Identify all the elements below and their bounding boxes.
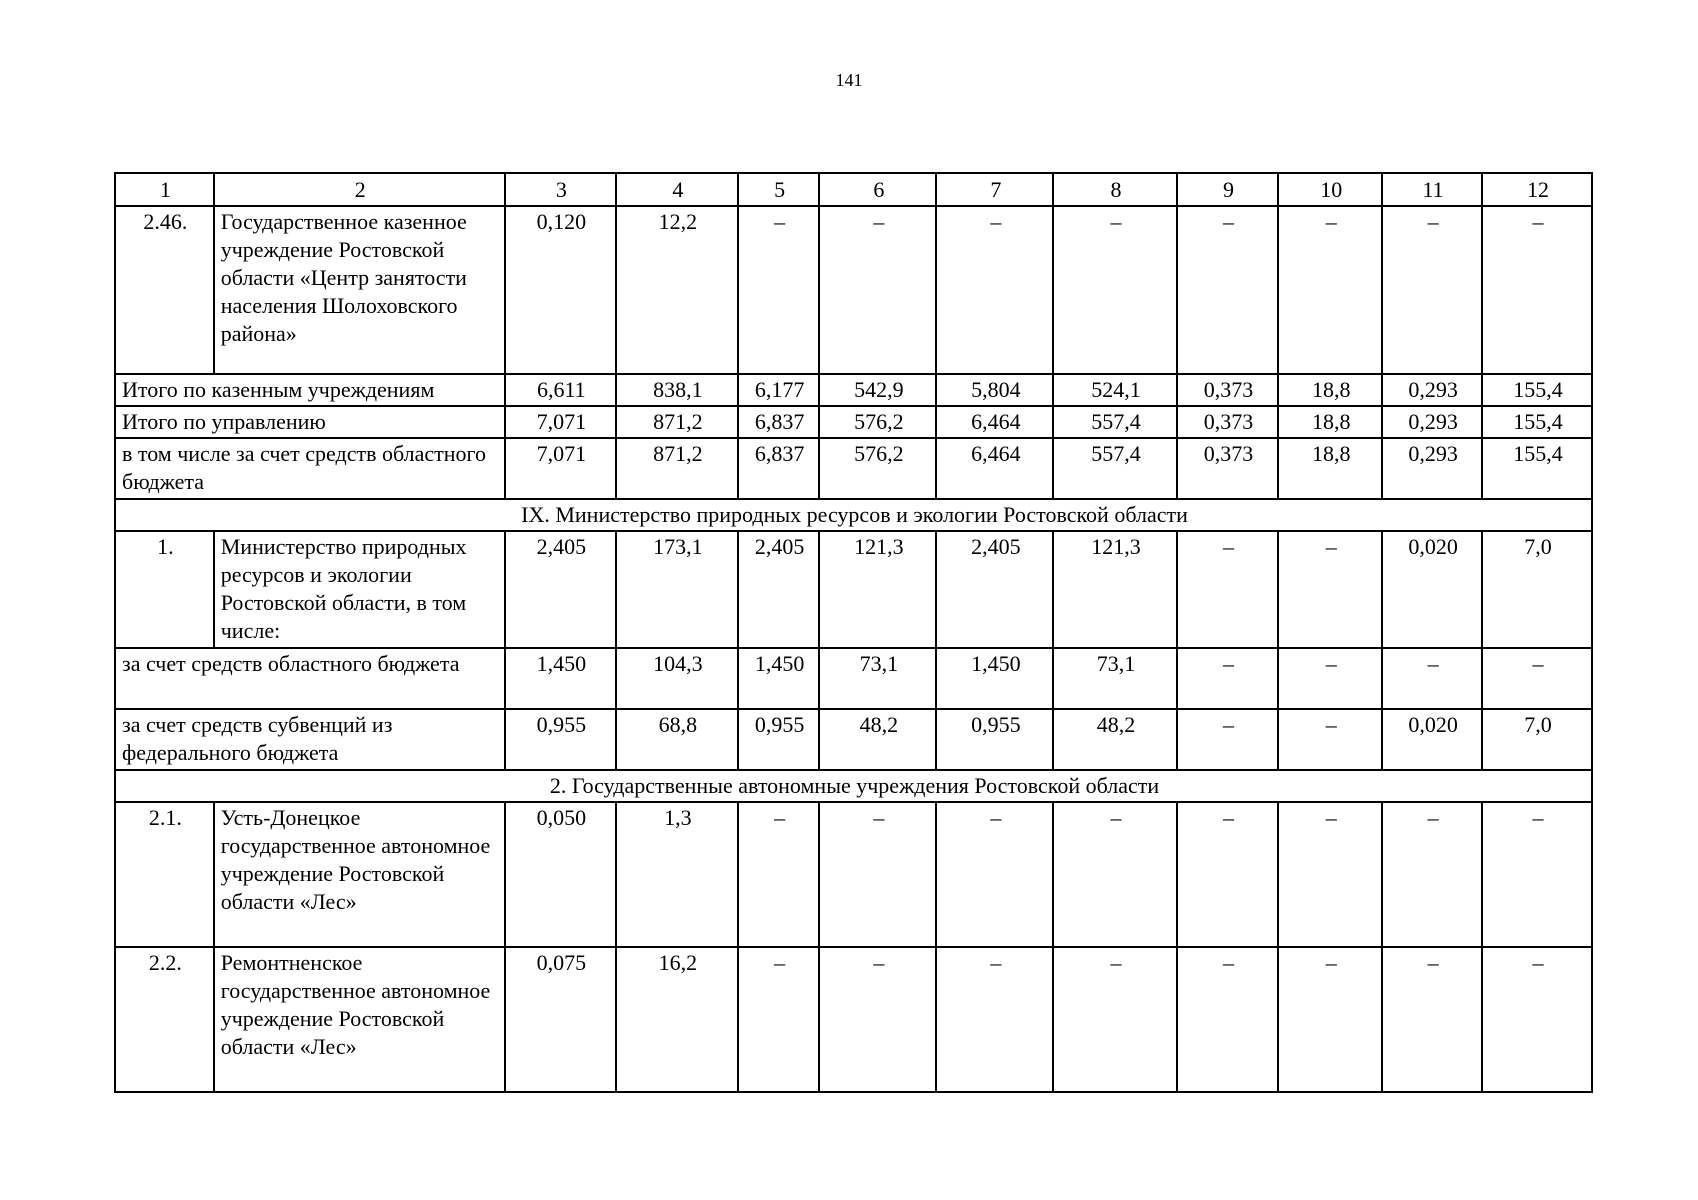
table-cell: 121,3 (1053, 531, 1176, 648)
table-cell: 7,071 (505, 406, 616, 438)
table-cell: 173,1 (616, 531, 738, 648)
institution-name: Усть-Донецкое государственное автономное учреждение Ростовской области «Лес» (214, 802, 505, 947)
table-cell: – (1382, 648, 1482, 709)
table-cell: 0,955 (936, 709, 1053, 770)
table-row (115, 802, 1592, 947)
row-number: 2.2. (115, 947, 214, 1092)
table-cell: 1,450 (505, 648, 616, 709)
table-cell: 871,2 (616, 406, 738, 438)
table-cell: 2,405 (738, 531, 819, 648)
column-header: 3 (505, 173, 616, 206)
table-cell: 2,405 (936, 531, 1053, 648)
table-cell: 0,075 (505, 947, 616, 1092)
institution-name: Государственное казенное учреждение Ростовской области «Центр занятости населения Шолоховского района» (214, 206, 505, 374)
page-number: 141 (835, 70, 863, 90)
table-cell: – (819, 802, 936, 947)
table-cell: 6,837 (738, 406, 819, 438)
table-cell: 7,0 (1482, 709, 1592, 770)
total-row (115, 374, 1592, 406)
table-cell: 16,2 (616, 947, 738, 1092)
table-cell: 0,020 (1382, 709, 1482, 770)
table-cell: 6,464 (936, 438, 1053, 499)
table-cell: 7,071 (505, 438, 616, 499)
total-row (115, 438, 1592, 499)
table-cell: 5,804 (936, 374, 1053, 406)
institution-name: Министерство природных ресурсов и экологии Ростовской области, в том числе: (214, 531, 505, 648)
column-header: 4 (616, 173, 738, 206)
table-cell: 18,8 (1278, 438, 1382, 499)
budget-table (114, 172, 1593, 1093)
total-label: за счет средств субвенций из федерального бюджета (115, 709, 505, 770)
section-row (115, 499, 1592, 531)
table-cell: 18,8 (1278, 406, 1382, 438)
table-cell: 0,293 (1382, 438, 1482, 499)
table-cell: 155,4 (1482, 406, 1592, 438)
column-header: 1 (115, 173, 214, 206)
section-heading: 2. Государственные автономные учреждения Ростовской области (115, 770, 1592, 802)
table-cell: 542,9 (819, 374, 936, 406)
table-cell: 68,8 (616, 709, 738, 770)
table-cell: 0,293 (1382, 406, 1482, 438)
table-row (115, 531, 1592, 648)
section-row (115, 770, 1592, 802)
table-cell: 2,405 (505, 531, 616, 648)
table-cell: 7,0 (1482, 531, 1592, 648)
table-cell: – (936, 802, 1053, 947)
column-header: 5 (738, 173, 819, 206)
institution-name: Ремонтненское государственное автономное учреждение Ростовской области «Лес» (214, 947, 505, 1092)
column-header: 2 (214, 173, 505, 206)
table-cell: 155,4 (1482, 374, 1592, 406)
table-cell: – (936, 947, 1053, 1092)
table-row (115, 206, 1592, 374)
table-cell: 6,464 (936, 406, 1053, 438)
table-cell: – (936, 206, 1053, 374)
total-label: за счет средств областного бюджета (115, 648, 505, 709)
table-cell: – (1177, 648, 1279, 709)
table-cell: 6,837 (738, 438, 819, 499)
table-cell: 524,1 (1053, 374, 1176, 406)
table-cell: – (1382, 802, 1482, 947)
table-cell: 838,1 (616, 374, 738, 406)
table-cell: – (1053, 947, 1176, 1092)
table-cell: – (1382, 947, 1482, 1092)
table-cell: – (1482, 206, 1592, 374)
table-cell: – (1177, 206, 1279, 374)
table-cell: 576,2 (819, 438, 936, 499)
table-cell: – (1278, 802, 1382, 947)
table-cell: 0,955 (505, 709, 616, 770)
table-cell: – (1482, 648, 1592, 709)
table-cell: 0,120 (505, 206, 616, 374)
table-cell: – (738, 947, 819, 1092)
table-cell: 0,373 (1177, 406, 1279, 438)
table-row (115, 947, 1592, 1092)
table-cell: 155,4 (1482, 438, 1592, 499)
column-header: 11 (1382, 173, 1482, 206)
table-cell: – (1278, 709, 1382, 770)
table-cell: 6,177 (738, 374, 819, 406)
table-header-row (115, 173, 1592, 206)
table-cell: – (1278, 206, 1382, 374)
total-label: Итого по казенным учреждениям (115, 374, 505, 406)
table-cell: 48,2 (1053, 709, 1176, 770)
table-cell: – (1053, 206, 1176, 374)
table-cell: – (1278, 531, 1382, 648)
column-header: 9 (1177, 173, 1279, 206)
table-cell: 121,3 (819, 531, 936, 648)
table-cell: 576,2 (819, 406, 936, 438)
table-cell: 104,3 (616, 648, 738, 709)
table-cell: – (1278, 947, 1382, 1092)
column-header: 10 (1278, 173, 1382, 206)
table-cell: – (738, 802, 819, 947)
table-cell: 557,4 (1053, 438, 1176, 499)
table-cell: – (1053, 802, 1176, 947)
row-number: 1. (115, 531, 214, 648)
total-label: в том числе за счет средств областного бюджета (115, 438, 505, 499)
table-cell: 1,450 (936, 648, 1053, 709)
table-cell: 0,955 (738, 709, 819, 770)
table-cell: 73,1 (1053, 648, 1176, 709)
table-cell: 1,3 (616, 802, 738, 947)
total-row (115, 709, 1592, 770)
table-cell: – (1177, 947, 1279, 1092)
row-number: 2.1. (115, 802, 214, 947)
column-header: 6 (819, 173, 936, 206)
column-header: 7 (936, 173, 1053, 206)
table-cell: 0,373 (1177, 438, 1279, 499)
table-cell: – (1382, 206, 1482, 374)
total-label: Итого по управлению (115, 406, 505, 438)
table-cell: 1,450 (738, 648, 819, 709)
table-cell: 6,611 (505, 374, 616, 406)
table-cell: 871,2 (616, 438, 738, 499)
table-cell: – (1482, 802, 1592, 947)
table-cell: – (819, 947, 936, 1092)
section-heading: IX. Министерство природных ресурсов и экологии Ростовской области (115, 499, 1592, 531)
total-row (115, 406, 1592, 438)
table-cell: 0,293 (1382, 374, 1482, 406)
total-row (115, 648, 1592, 709)
column-header: 8 (1053, 173, 1176, 206)
column-header: 12 (1482, 173, 1592, 206)
table-cell: – (1177, 802, 1279, 947)
table-cell: – (1278, 648, 1382, 709)
table-cell: 557,4 (1053, 406, 1176, 438)
table-cell: 12,2 (616, 206, 738, 374)
table-cell: – (819, 206, 936, 374)
table-cell: 73,1 (819, 648, 936, 709)
table-cell: – (1177, 531, 1279, 648)
table-cell: 18,8 (1278, 374, 1382, 406)
table-cell: 48,2 (819, 709, 936, 770)
row-number: 2.46. (115, 206, 214, 374)
table-cell: – (738, 206, 819, 374)
table-cell: 0,020 (1382, 531, 1482, 648)
table-cell: – (1482, 947, 1592, 1092)
table-cell: 0,373 (1177, 374, 1279, 406)
table-cell: – (1177, 709, 1279, 770)
table-cell: 0,050 (505, 802, 616, 947)
